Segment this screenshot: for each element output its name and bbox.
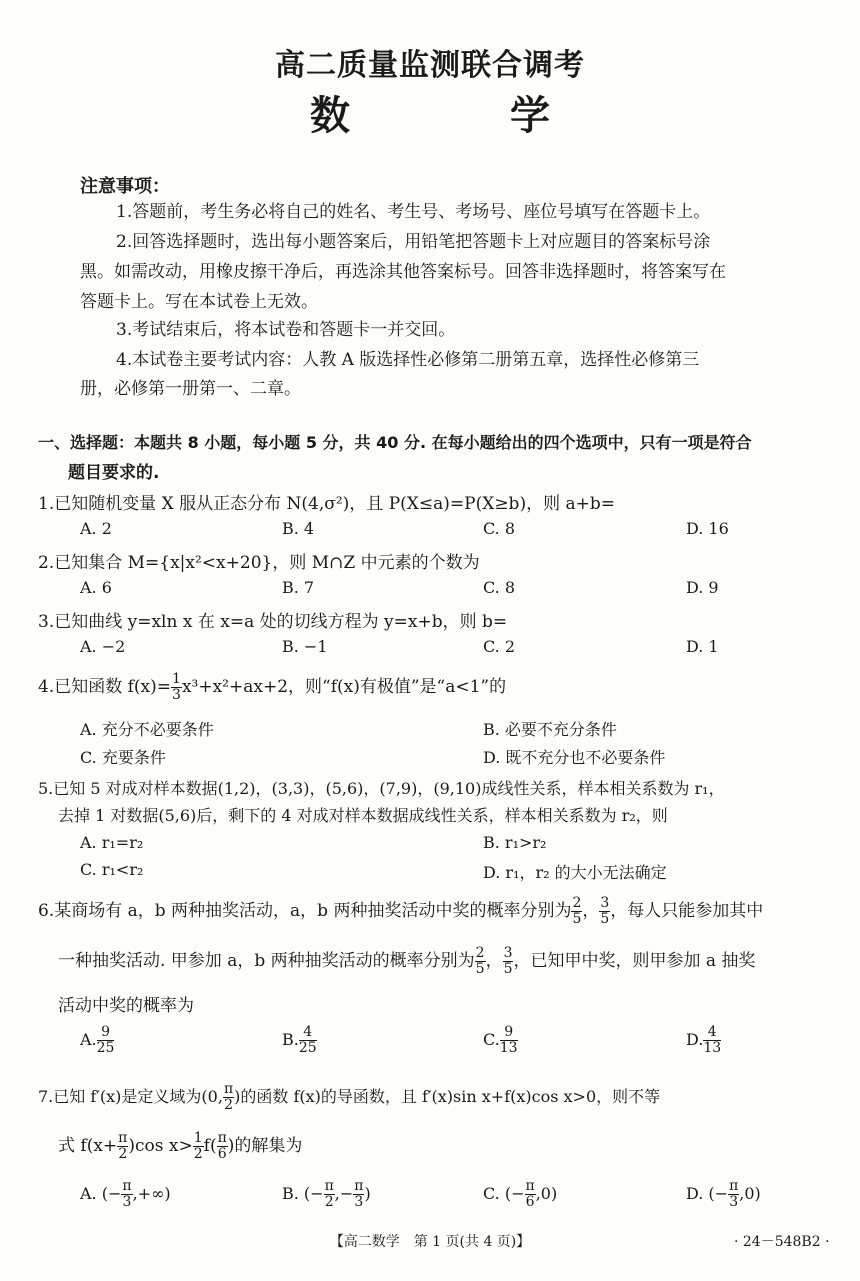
question-1: 1.已知随机变量 X 服从正态分布 N(4,σ²)，且 P(X≤a)=P(X≥b)，则 a+b= (38, 494, 615, 514)
q7-l2-f2-den: 2 (193, 1146, 203, 1162)
q7-line2-frac-3 (217, 1131, 228, 1162)
q4-stem-end: x³+x²+ax+2，则“f(x)有极值”是“a<1”的 (181, 677, 507, 697)
q6-option-b (282, 1025, 317, 1056)
q3-option-b: B. −1 (282, 637, 328, 656)
q1-option-a: A. 2 (80, 519, 112, 538)
q1-option-d: D. 16 (686, 519, 729, 538)
q7-option-c-start: C. (− (483, 1184, 525, 1203)
q7-option-d-num: π (729, 1178, 739, 1194)
q7-option-a-end: ,+∞) (132, 1184, 171, 1203)
q6-option-c-den: 13 (499, 1040, 518, 1056)
q7-option-a-den: 3 (122, 1194, 132, 1210)
q7-option-b-frac-1 (324, 1179, 335, 1210)
q6-option-c-label: C. (483, 1030, 500, 1049)
q6-option-d (686, 1025, 721, 1056)
q3-option-c: C. 2 (483, 637, 516, 656)
q7-option-d-start: D. (− (686, 1184, 729, 1203)
q7-line2-b: )cos x> (128, 1136, 193, 1156)
q7-option-a (80, 1179, 171, 1210)
q4-fraction-den: 3 (172, 687, 181, 703)
q6-option-a-frac (97, 1025, 115, 1056)
q7-option-d-end: ,0) (739, 1184, 761, 1203)
q5-option-d: D. r₁，r₂ 的大小无法确定 (483, 863, 667, 882)
q7-option-b-start: B. (− (282, 1184, 324, 1203)
section-heading-line1: 一、选择题：本题共 8 小题，每小题 5 分，共 40 分. 在每小题给出的四个选项中，只有一项是符合 (38, 433, 752, 452)
q6-option-b-num: 4 (299, 1025, 317, 1041)
question-7-line2 (58, 1131, 302, 1162)
question-3: 3.已知曲线 y=xln x 在 x=a 处的切线方程为 y=x+b，则 b= (38, 612, 508, 632)
q6-option-d-label: D. (686, 1030, 704, 1049)
q7-option-c-end: ,0) (535, 1184, 558, 1203)
section-heading (38, 428, 752, 488)
q7-line2-c: f( (203, 1136, 217, 1156)
q7-option-a-start: A. (− (80, 1184, 122, 1203)
subject-title: 数 学 (310, 93, 610, 139)
q4-fraction-num: 1 (172, 671, 181, 687)
q6-option-d-frac (703, 1025, 721, 1056)
q2-option-a: A. 6 (80, 578, 112, 597)
q7-option-b-den2: 3 (354, 1194, 364, 1210)
q6-option-c-frac (500, 1025, 518, 1056)
q1-option-b: B. 4 (282, 519, 315, 538)
q3-option-a: A. −2 (80, 637, 126, 656)
q6-option-a-den: 25 (96, 1040, 115, 1056)
q6-option-a (80, 1025, 114, 1056)
question-2: 2.已知集合 M={x|x²<x+20}，则 M∩Z 中元素的个数为 (38, 553, 480, 573)
q7-l2-f1-den: 2 (118, 1146, 128, 1162)
q6-line1-frac-b (599, 896, 610, 927)
q7-option-b-end: ) (364, 1184, 371, 1203)
question-5-line2: 去掉 1 对数据(5,6)后，剩下的 4 对成对样本数据成线性关系，样本相关系数为 r₂，则 (58, 806, 668, 825)
section-heading-line2: 题目要求的. (68, 463, 160, 483)
q6-l2-frac-b-num: 3 (503, 945, 513, 961)
q7-option-a-num: π (122, 1178, 132, 1194)
q6-line1-text: 6.某商场有 a，b 两种抽奖活动，a，b 两种抽奖活动中奖的概率分别为 (38, 901, 572, 921)
q4-option-c: C. 充要条件 (80, 748, 166, 767)
notice-item-1: 1.答题前，考生务必将自己的姓名、考生号、考场号、座位号填写在答题卡上。 (116, 202, 711, 222)
q7-line1-frac (223, 1082, 234, 1113)
question-6-line2 (58, 946, 755, 977)
q3-option-d: D. 1 (686, 637, 719, 656)
question-4 (38, 672, 506, 703)
notice-item-4-cont: 册，必修第一册第一、二章。 (80, 379, 301, 399)
q6-option-c (483, 1025, 518, 1056)
q7-line1-end: )的函数 f(x)的导函数，且 f′(x)sin x+f(x)cos x>0，则不等 (234, 1087, 661, 1106)
q7-option-b (282, 1179, 371, 1210)
q6-line1-end: ，每人只能参加其中 (610, 901, 764, 921)
q2-option-b: B. 7 (282, 578, 315, 597)
exam-title: 高二质量监测联合调考 (275, 48, 585, 83)
q4-option-a: A. 充分不必要条件 (80, 720, 214, 739)
paper-code: · 24－548B2 · (734, 1234, 830, 1250)
notice-item-2: 2.回答选择题时，选出每小题答案后，用铅笔把答题卡上对应题目的答案标号涂 (116, 232, 711, 252)
q6-option-d-num: 4 (703, 1025, 721, 1041)
q6-l2-frac-a-num: 2 (475, 945, 485, 961)
notice-heading: 注意事项： (80, 176, 170, 197)
notice-item-3: 3.考试结束后，将本试卷和答题卡一并交回。 (116, 320, 456, 340)
q7-option-d (686, 1179, 761, 1210)
q6-frac-a-den: 5 (572, 911, 582, 927)
q7-option-c (483, 1179, 557, 1210)
q6-option-a-label: A. (80, 1030, 97, 1049)
q7-option-c-frac (525, 1179, 536, 1210)
q5-option-a: A. r₁=r₂ (80, 833, 144, 852)
q5-option-c: C. r₁<r₂ (80, 860, 144, 879)
q7-line2-d: )的解集为 (227, 1136, 303, 1156)
q4-option-b: B. 必要不充分条件 (483, 720, 617, 739)
notice-item-4: 4.本试卷主要考试内容：人教 A 版选择性必修第二册第五章，选择性必修第三 (116, 350, 700, 370)
q7-option-b-mid: ,− (334, 1184, 354, 1203)
q7-l2-f3-num: π (217, 1130, 227, 1146)
q6-option-b-frac (299, 1025, 317, 1056)
q6-line2-frac-b (503, 946, 514, 977)
q6-frac-b-den: 5 (600, 911, 610, 927)
q6-line2-separator: ， (485, 951, 503, 971)
q7-option-a-frac (121, 1179, 132, 1210)
question-7-line1 (38, 1082, 660, 1113)
q7-line2-a: 式 f(x+ (58, 1136, 118, 1156)
q7-option-d-frac (728, 1179, 739, 1210)
page-footer: 【高二数学 第 1 页(共 4 页)】 (329, 1234, 531, 1250)
q6-line2-text: 一种抽奖活动. 甲参加 a，b 两种抽奖活动的概率分别为 (58, 951, 475, 971)
q4-fraction (171, 672, 182, 703)
notice-item-2-end: 答题卡上。写在本试卷上无效。 (80, 292, 318, 312)
question-5-line1: 5.已知 5 对成对样本数据(1,2)，(3,3)，(5,6)，(7,9)，(9,10)成线性关系，样本相关系数为 r₁， (38, 779, 725, 798)
q6-line1-frac-a (571, 896, 582, 927)
q7-option-b-frac-2 (353, 1179, 364, 1210)
q6-option-a-num: 9 (97, 1025, 115, 1041)
q6-option-c-num: 9 (500, 1025, 518, 1041)
q7-option-b-den1: 2 (324, 1194, 334, 1210)
q7-line1-frac-den: 2 (224, 1097, 233, 1113)
q7-l2-f2-num: 1 (193, 1130, 203, 1146)
q5-option-b: B. r₁>r₂ (483, 833, 547, 852)
q7-line1-frac-num: π (223, 1081, 234, 1097)
q6-option-b-label: B. (282, 1030, 299, 1049)
q6-l2-frac-a-den: 5 (475, 961, 485, 977)
q1-option-c: C. 8 (483, 519, 516, 538)
q7-option-d-den: 3 (729, 1194, 739, 1210)
q6-line1-separator: ， (582, 901, 600, 921)
q7-option-c-num: π (525, 1178, 535, 1194)
q6-l2-frac-b-den: 5 (503, 961, 513, 977)
q6-option-d-den: 13 (703, 1040, 722, 1056)
notice-item-2-cont: 黑。如需改动，用橡皮擦干净后，再选涂其他答案标号。回答非选择题时，将答案写在 (80, 262, 726, 282)
q7-line2-frac-1 (117, 1131, 128, 1162)
q7-l2-f1-num: π (118, 1130, 128, 1146)
q7-option-b-num1: π (324, 1178, 334, 1194)
q2-option-d: D. 9 (686, 578, 719, 597)
q2-option-c: C. 8 (483, 578, 516, 597)
q6-line2-frac-a (475, 946, 486, 977)
q6-option-b-den: 25 (298, 1040, 317, 1056)
q7-line2-frac-2 (193, 1131, 204, 1162)
q7-option-b-num2: π (354, 1178, 364, 1194)
q6-frac-a-num: 2 (572, 895, 582, 911)
q4-stem-start: 4.已知函数 f(x)= (38, 677, 172, 697)
q7-line1-start: 7.已知 f′(x)是定义域为(0, (38, 1087, 223, 1106)
question-6-line1 (38, 896, 763, 927)
q7-option-c-den: 6 (525, 1194, 535, 1210)
q6-line2-end: ，已知甲中奖，则甲参加 a 抽奖 (513, 951, 756, 971)
q7-l2-f3-den: 6 (217, 1146, 227, 1162)
q6-frac-b-num: 3 (600, 895, 610, 911)
q4-option-d: D. 既不充分也不必要条件 (483, 748, 666, 767)
question-6-line3: 活动中奖的概率为 (58, 996, 194, 1016)
